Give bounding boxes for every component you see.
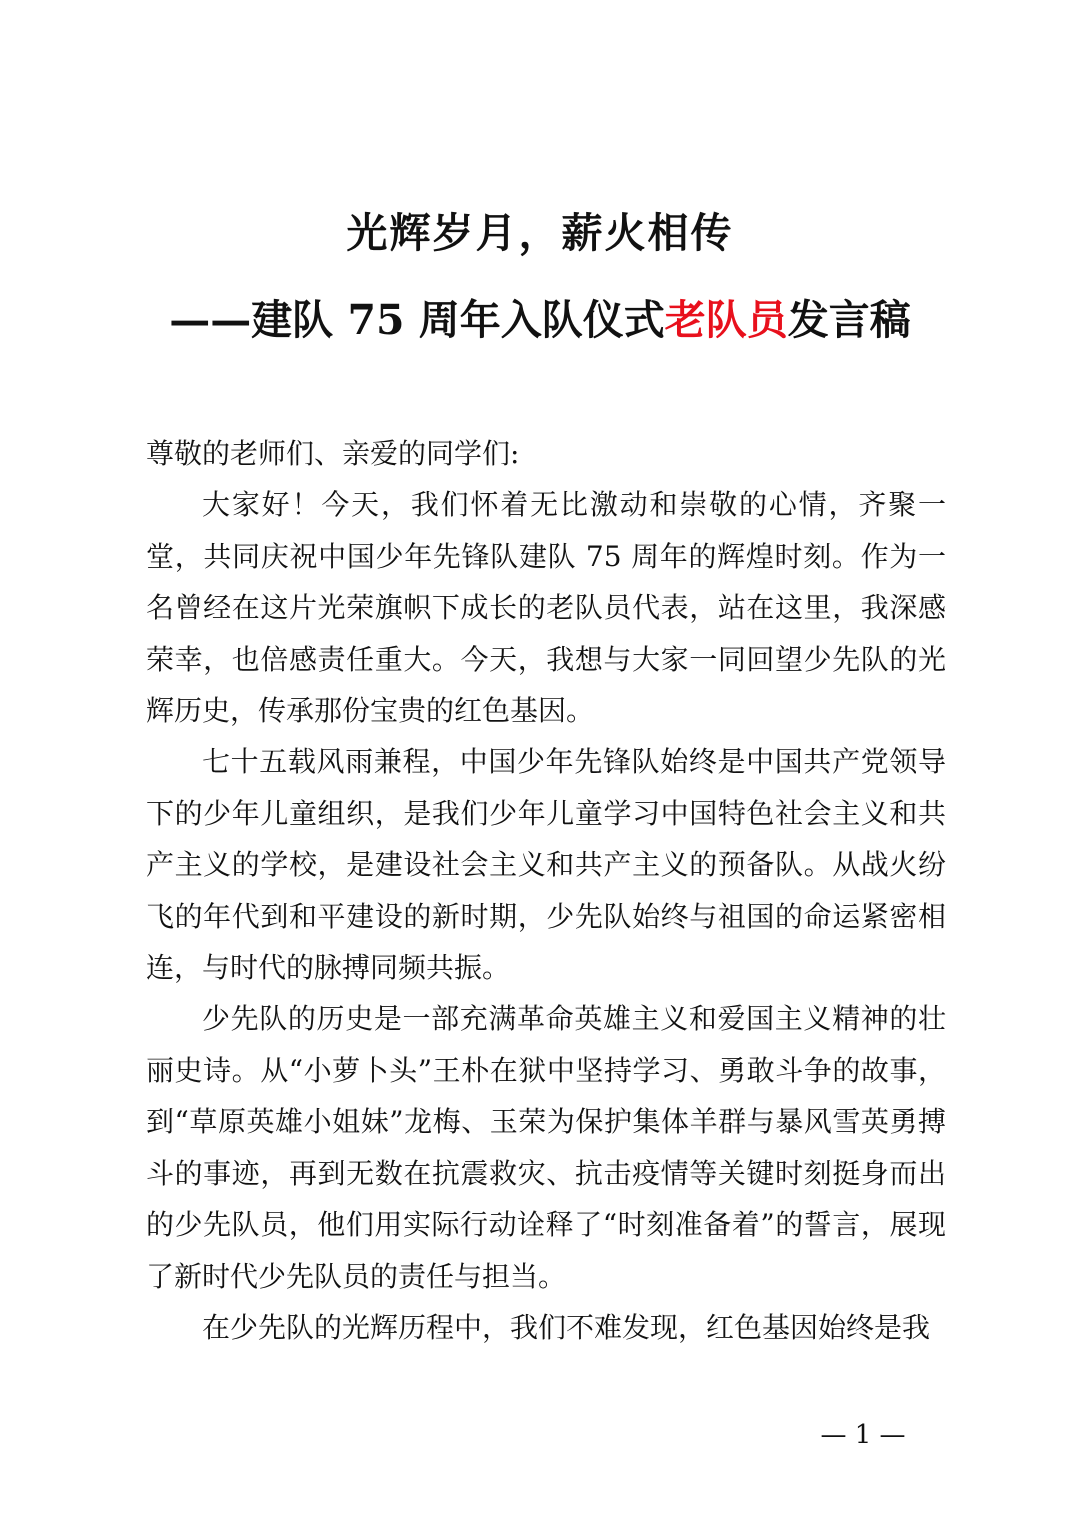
subtitle-highlight: 老队员 bbox=[664, 296, 788, 344]
page-number: — 1 — bbox=[820, 1420, 906, 1450]
paragraph: 大家好！今天，我们怀着无比激动和崇敬的心情，齐聚一堂，共同庆祝中国少年先锋队建队 75 周年的辉煌时刻。作为一名曾经在这片光荣旗帜下成长的老队员代表，站在这里，我深感荣幸，也倍感责任重大。今天，我想与大家一同回望少先队的光辉历史，传承那份宝贵的红色基因。 bbox=[146, 488, 946, 728]
salutation: 尊敬的老师们、亲爱的同学们: bbox=[146, 437, 520, 470]
paragraph: 在少先队的光辉历程中，我们不难发现，红色基因始终是我 bbox=[202, 1310, 931, 1344]
paragraph: 七十五载风雨兼程，中国少年先锋队始终是中国共产党领导下的少年儿童组织，是我们少年儿童学习中国特色社会主义和共产主义的学校，是建设社会主义和共产主义的预备队。从战火纷飞的年代到和平建设的新时期，少先队始终与祖国的命运紧密相连，与时代的脉搏同频共振。 bbox=[146, 745, 946, 985]
document-body bbox=[146, 428, 946, 1353]
paragraph: 少先队的历史是一部充满革命英雄主义和爱国主义精神的壮丽史诗。从“小萝卜头”王朴在狱中坚持学习、勇敢斗争的故事，到“草原英雄小姐妹”龙梅、玉荣为保护集体羊群与暴风雪英勇搏斗的事迹，再到无数在抗震救灾、抗击疫情等关键时刻挺身而出的少先队员，他们用实际行动诠释了“时刻准备着”的誓言，展现了新时代少先队员的责任与担当。 bbox=[146, 1002, 946, 1293]
subtitle-suffix: 发言稿 bbox=[787, 296, 911, 344]
document-title: 光辉岁月，薪火相传 bbox=[346, 209, 734, 257]
document-subtitle bbox=[0, 292, 1080, 348]
subtitle-prefix: ——建队 75 周年入队仪式 bbox=[169, 296, 665, 344]
